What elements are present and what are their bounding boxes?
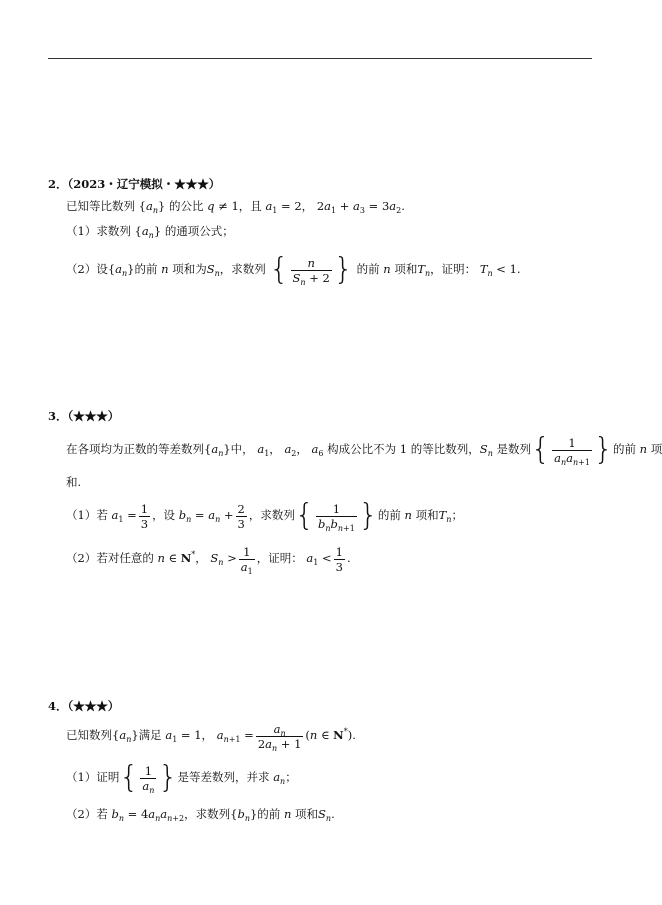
text: ， [269, 442, 281, 456]
formula: $\{a_n\}$ [107, 262, 135, 278]
problem-4-header: 4．（★★★） [48, 699, 120, 713]
formula: $a_1 = 2$ [265, 199, 302, 215]
text: （1）证明 [66, 770, 120, 784]
formula: $a_{n+1}$ = [216, 728, 254, 744]
text: . [401, 199, 405, 213]
text: ，证明： [256, 551, 303, 565]
left-brace: { [531, 432, 551, 467]
text: 满足 [138, 728, 162, 742]
formula: $a_1$ [257, 442, 270, 458]
text: ， [301, 199, 314, 213]
text: ，求数列 [248, 508, 295, 522]
text: 的前 [377, 508, 401, 522]
text: 在各项均为正数的等差数列 [66, 442, 204, 456]
text: （2）若 [66, 807, 108, 821]
formula: $a_1$ = [111, 508, 137, 524]
text: 项和 [415, 508, 439, 522]
left-brace: { [294, 498, 314, 533]
text: 的公比 [168, 199, 204, 213]
text: 已知数列 [66, 728, 112, 742]
fraction: $\frac{1}{b_nb_{n+1}}$ [317, 501, 355, 533]
text: ，且 [238, 199, 262, 213]
problem-4-part-2 [66, 806, 335, 822]
text: 项和为 [172, 262, 207, 276]
problem-3-part-2 [66, 541, 351, 575]
text: 的前 [134, 262, 158, 276]
formula: $\{a_n\}$ [134, 224, 162, 240]
text: ； [285, 770, 297, 784]
text: ， [296, 442, 308, 456]
text: . [352, 728, 356, 742]
problem-3-stem [66, 432, 662, 466]
text: （1）求数列 [66, 224, 131, 238]
right-brace: } [593, 432, 614, 467]
text: ，求数列 [219, 262, 266, 276]
text: （2）设 [66, 262, 108, 276]
text: 是等差数列，并求 [177, 770, 270, 784]
text: 项和 [295, 807, 319, 821]
variable-n: n [283, 807, 292, 821]
left-brace: { [269, 252, 289, 287]
variable-n: n [404, 508, 412, 522]
fraction: $\frac{1}{a_1}$ [240, 544, 253, 576]
formula: $\{a_n\}$ [138, 199, 166, 215]
formula: $a_n$ [273, 770, 286, 786]
problem-2-header: 2．（2023・辽宁模拟・★★★） [48, 177, 221, 191]
fraction: $\frac{1}{a_n}$ [142, 763, 155, 795]
problem-2-stem [66, 198, 405, 214]
formula: $2a_1 + a_3 = 3a_2$ [316, 199, 402, 215]
problem-4-stem [66, 718, 356, 752]
variable-n: n [639, 442, 648, 456]
variable-n: n [161, 262, 169, 276]
text: . [331, 807, 335, 821]
problem-2-part-1 [66, 223, 234, 239]
formula: $T_n$ [438, 508, 452, 524]
problem-3-header: 3．（★★★） [48, 409, 120, 423]
text: 的前 [257, 807, 281, 821]
fraction: $\frac{1}{3}$ [140, 501, 149, 531]
formula: n ∈ N* [157, 550, 196, 565]
problem-3-stem-cont: 和. [66, 475, 82, 489]
fraction: $\frac{1}{a_na_{n+1}}$ [554, 435, 590, 467]
text: 已知等比数列 [66, 199, 135, 213]
text: 中， [230, 442, 254, 456]
text: 项 [650, 442, 662, 456]
formula: $T_n$ [417, 262, 431, 278]
text: ； [451, 508, 463, 522]
header-rule [48, 58, 592, 59]
text: ，证明： [430, 262, 477, 276]
formula: $T_n < 1$ [479, 262, 517, 278]
right-brace: } [158, 760, 178, 795]
fraction: $\frac{2}{3}$ [237, 501, 245, 531]
formula: $a_6$ [311, 442, 324, 458]
text: （2）若对任意的 [66, 551, 154, 565]
text: ，求数列 [184, 807, 231, 821]
formula: $S_n$ [479, 442, 493, 458]
formula: $\{b_n\}$ [230, 807, 258, 823]
formula: q ≠ 1 [207, 199, 239, 213]
fraction: $\frac{1}{3}$ [335, 544, 343, 574]
text: 的通项公式； [164, 224, 234, 238]
fraction: $\frac{a_n}{2a_n + 1}$ [257, 721, 302, 753]
formula: $S_n$ [318, 807, 332, 823]
formula: $b_n = 4a_na_{n+2}$ [111, 807, 185, 823]
formula: $S_n$ [206, 262, 220, 278]
text: 项和 [394, 262, 418, 276]
text: （1）若 [66, 508, 108, 522]
right-brace: } [333, 252, 353, 287]
left-brace: { [119, 760, 139, 795]
right-brace: } [358, 498, 378, 533]
text: ，设 [152, 508, 176, 522]
formula: $a_1$ < [306, 551, 332, 567]
text: . [516, 262, 521, 276]
text: . [346, 551, 351, 565]
formula: $\{a_n\}$ [112, 728, 139, 744]
text: 是数列 [496, 442, 531, 456]
problem-3-part-1 [66, 498, 463, 532]
formula: $a_1 = 1$ [165, 728, 202, 744]
formula: (n ∈ N*) [305, 727, 353, 742]
text: 的前 [356, 262, 380, 276]
formula: $a_2$ [284, 442, 297, 458]
text: 构成公比不为 1 的等比数列， [327, 442, 480, 456]
text: 的前 [613, 442, 637, 456]
formula: $S_n$ > [210, 551, 237, 567]
problem-4-part-1 [66, 760, 297, 794]
fraction: $\frac{n}{S_n + 2}$ [292, 255, 330, 287]
formula: $\{a_n\}$ [204, 442, 231, 458]
text: ， [201, 728, 214, 742]
text: ， [195, 551, 207, 565]
formula: $b_n = a_n$ + [178, 508, 234, 524]
variable-n: n [383, 262, 391, 276]
problem-2-part-2 [66, 252, 521, 286]
